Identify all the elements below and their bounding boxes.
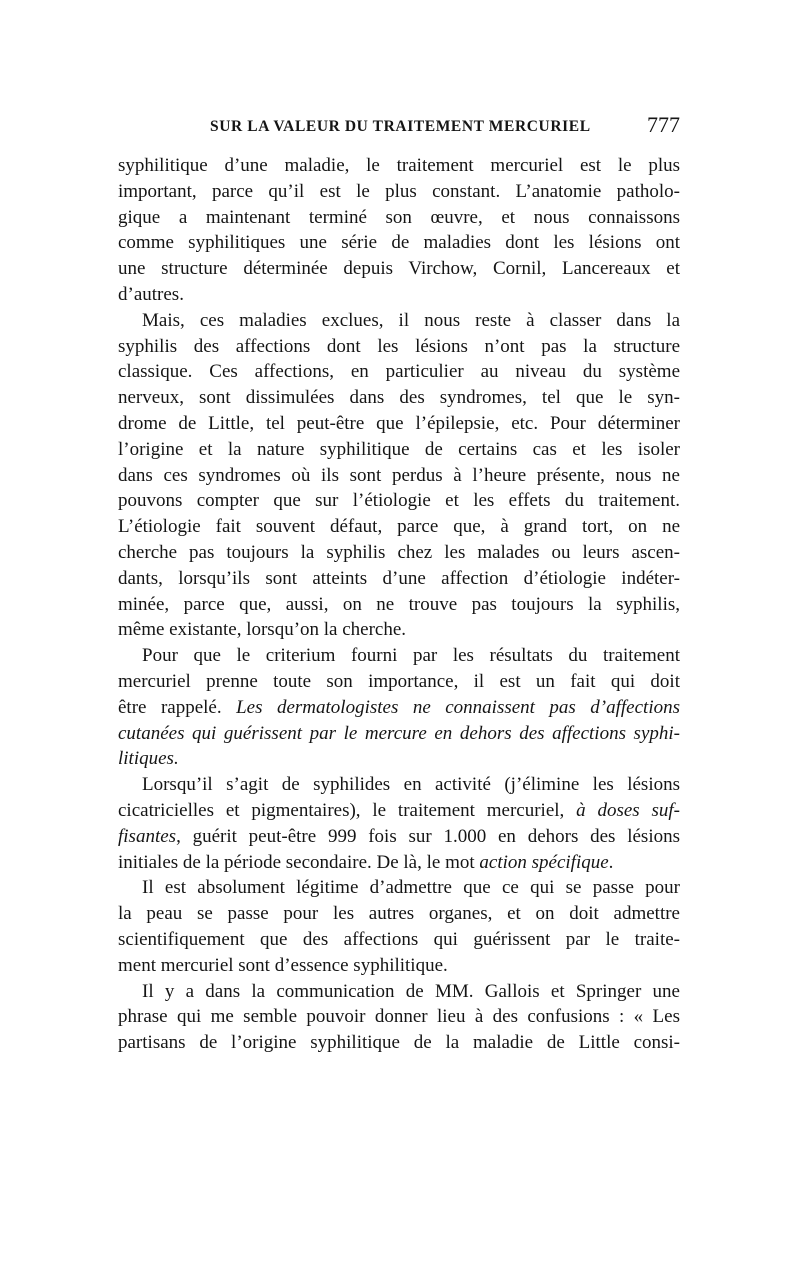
text-run: syphilitique d’une maladie, le traitement mercuriel est le plus xyxy=(118,155,680,176)
text-run: Il est absolument légitime d’admettre que ce qui se passe pour xyxy=(142,877,680,899)
text-run: drome de Little, tel peut-être que l’épilepsie, etc. Pour déterminer xyxy=(118,412,680,434)
text-run: . xyxy=(608,851,614,873)
text-line xyxy=(118,1004,680,1030)
text-run: Pour que le criterium fourni par les résultats du traitement xyxy=(142,645,680,667)
italic-text: action spécifique xyxy=(479,851,609,873)
text-run: Il y a dans la communication de MM. Gallois et Springer une xyxy=(142,980,680,1002)
text-line xyxy=(118,179,680,205)
text-run: gique a maintenant terminé son œuvre, et nous connaissons xyxy=(118,206,680,228)
text-run: d’autres. xyxy=(118,283,184,305)
text-run: mercuriel prenne toute son importance, il est un fait qui doit xyxy=(118,670,680,692)
text-line xyxy=(118,334,680,360)
text-line xyxy=(118,308,680,334)
text-line xyxy=(118,746,680,772)
text-run: pouvons compter que sur l’étiologie et les effets du traitement. xyxy=(118,490,680,512)
text-line xyxy=(118,1030,680,1056)
text-run: comme syphilitiques une série de maladies dont les lésions ont xyxy=(118,232,680,254)
text-line xyxy=(118,824,680,850)
text-run: cicatricielles et pigmentaires), le traitement mercuriel, xyxy=(118,799,577,821)
text-run: la peau se passe pour les autres organes, et on doit admettre xyxy=(118,903,680,925)
text-run: nerveux, sont dissimulées dans des syndromes, tel que le syn- xyxy=(118,387,680,409)
body-text xyxy=(118,153,680,1056)
text-line xyxy=(118,488,680,514)
text-line xyxy=(118,153,680,179)
text-run: cherche pas toujours la syphilis chez les malades ou leurs ascen- xyxy=(118,541,680,563)
italic-text: à doses suf- xyxy=(576,799,680,821)
text-line xyxy=(118,411,680,437)
text-line xyxy=(118,617,680,643)
page-number: 777 xyxy=(647,112,680,137)
text-run: être rappelé. xyxy=(118,696,237,718)
text-line xyxy=(118,592,680,618)
text-line xyxy=(118,282,680,308)
italic-text: litiques. xyxy=(118,748,179,770)
text-run: important, parce qu’il est le plus constant. L’anatomie patholo- xyxy=(118,180,680,202)
text-run: ment mercuriel sont d’essence syphilitique. xyxy=(118,954,448,976)
text-run: scientifiquement que des affections qui guérissent par le traite- xyxy=(118,928,680,950)
text-run: L’étiologie fait souvent défaut, parce que, à grand tort, on ne xyxy=(118,516,680,538)
text-run: phrase qui me semble pouvoir donner lieu à des confusions : « Les xyxy=(118,1006,680,1028)
text-line xyxy=(118,643,680,669)
text-line xyxy=(118,772,680,798)
text-line xyxy=(118,721,680,747)
text-line xyxy=(118,875,680,901)
text-run: dans ces syndromes où ils sont perdus à l’heure présente, nous ne xyxy=(118,464,680,486)
text-run: Lorsqu’il s’agit de syphilides en activité (j’élimine les lésions xyxy=(142,774,680,796)
text-line xyxy=(118,669,680,695)
text-line xyxy=(118,256,680,282)
text-run: , guérit peut-être 999 fois sur 1.000 en dehors des lésions xyxy=(176,825,680,847)
italic-text: Les dermatologistes ne connaissent pas d’affections xyxy=(236,696,680,718)
text-run: partisans de l’origine syphilitique de la maladie de Little consi- xyxy=(118,1032,680,1054)
text-line xyxy=(118,979,680,1005)
italic-text: cutanées qui guérissent par le mercure en dehors des affections syphi- xyxy=(118,722,680,744)
text-line xyxy=(118,566,680,592)
text-line xyxy=(118,205,680,231)
text-line xyxy=(118,437,680,463)
text-line xyxy=(118,798,680,824)
text-run: une structure déterminée depuis Virchow, Cornil, Lancereaux et xyxy=(118,258,680,280)
text-run: classique. Ces affections, en particulier au niveau du système xyxy=(118,361,680,383)
text-run: l’origine et la nature syphilitique de certains cas et les isoler xyxy=(118,438,680,460)
running-title: SUR LA VALEUR DU TRAITEMENT MERCURIEL xyxy=(210,118,591,135)
text-line xyxy=(118,953,680,979)
text-line xyxy=(118,359,680,385)
text-line xyxy=(118,463,680,489)
text-line xyxy=(118,514,680,540)
text-run: même existante, lorsqu’on la cherche. xyxy=(118,619,407,641)
text-run: dants, lorsqu’ils sont atteints d’une affection d’étiologie indéter- xyxy=(118,567,680,589)
text-line xyxy=(118,850,680,876)
text-run: initiales de la période secondaire. De là, le mot xyxy=(118,851,480,873)
text-run: syphilis des affections dont les lésions n’ont pas la structure xyxy=(118,335,680,357)
text-line xyxy=(118,927,680,953)
text-line xyxy=(118,540,680,566)
text-run: Mais, ces maladies exclues, il nous reste à classer dans la xyxy=(142,309,680,331)
text-line xyxy=(118,695,680,721)
page-header xyxy=(118,112,680,142)
text-line xyxy=(118,901,680,927)
italic-text: fisantes xyxy=(118,825,177,847)
text-line xyxy=(118,230,680,256)
text-line xyxy=(118,385,680,411)
text-run: minée, parce que, aussi, on ne trouve pas toujours la syphilis, xyxy=(118,593,680,615)
